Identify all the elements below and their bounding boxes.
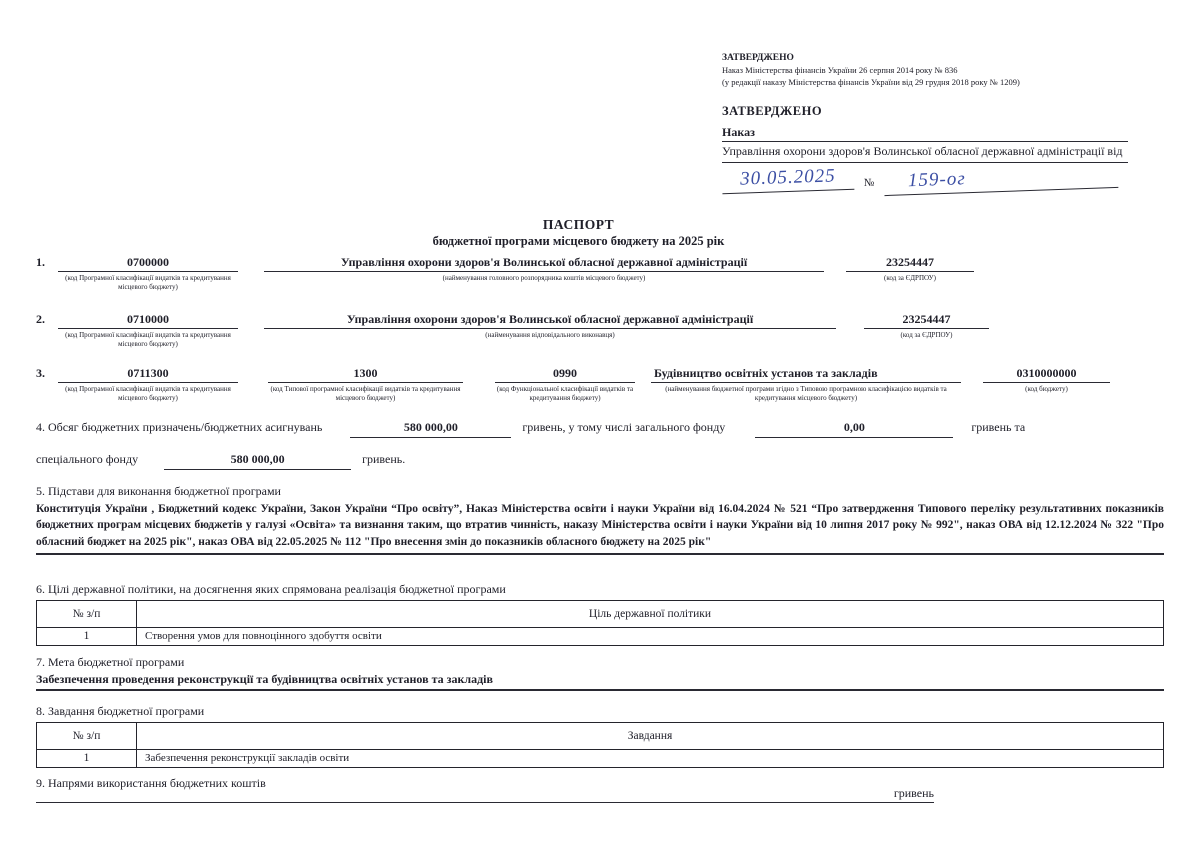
item-4-tail-text: гривень та <box>971 420 1026 434</box>
order-doc-type: Наказ <box>722 125 1128 142</box>
handwritten-order-number: 159-ог <box>884 163 1119 196</box>
item-3-number: 3. <box>36 366 45 380</box>
item-4-special-fund-amount: 580 000,00 <box>164 452 351 470</box>
section-7-program-goal-text: Забезпечення проведення реконструкції та будівництва освітніх установ та закладів <box>36 672 1164 691</box>
item-4-total-amount: 580 000,00 <box>350 420 511 438</box>
item-2-edrpou-code: 23254447 <box>864 312 989 329</box>
item-3-program-name-label: (найменування бюджетної програми згідно з Типовою програмною класифікацією видатків та кредитування місцевого бюджету) <box>665 385 947 403</box>
tasks-table-row-text: Забезпечення реконструкції закладів освіти <box>145 752 350 764</box>
item-4-allocations-line-1 <box>36 420 1166 438</box>
item-3-functional-code: 0990 <box>495 366 635 383</box>
item-2-responsible-executor <box>36 312 989 350</box>
item-3-budget-program <box>36 366 1110 404</box>
item-2-number: 2. <box>36 312 45 326</box>
section-8-heading: 8. Завдання бюджетної програми <box>36 704 205 718</box>
item-3-typical-program-code: 1300 <box>268 366 463 383</box>
item-3-typical-program-code-label: (код Типової програмної класифікації видатків та кредитування місцевого бюджету) <box>270 385 461 403</box>
goals-table-col1-header: № з/п <box>37 601 137 628</box>
section-5-heading: 5. Підстави для виконання бюджетної програми <box>36 484 281 498</box>
stamp-order-ref: Наказ Міністерства фінансів України 26 серпня 2014 року № 836 <box>722 65 958 76</box>
order-title: ЗАТВЕРДЖЕНО <box>722 104 823 118</box>
item-1-administrator-name-label: (найменування головного розпорядника коштів місцевого бюджету) <box>442 274 646 282</box>
approval-order-block <box>722 104 1128 192</box>
stamp-title: ЗАТВЕРДЖЕНО <box>722 53 794 63</box>
order-date-number-line <box>722 167 1128 192</box>
item-1-program-code-label: (код Програмної класифікації видатків та кредитування місцевого бюджету) <box>65 274 231 292</box>
item-1-number: 1. <box>36 255 45 269</box>
item-2-edrpou-label: (код за ЄДРПОУ) <box>900 331 953 339</box>
item-4-line2-lead-text: спеціального фонду <box>36 452 139 466</box>
goals-table-col2-header: Ціль державної політики <box>137 601 1163 628</box>
item-3-program-name: Будівництво освітніх установ та закладів <box>651 366 961 383</box>
item-3-budget-code-label: (код бюджету) <box>1025 385 1068 393</box>
tasks-table-col1-header: № з/п <box>37 723 137 750</box>
tasks-table-col2-header: Завдання <box>137 723 1163 750</box>
section-5-legal-basis-text: Конституція України , Бюджетний кодекс України, Закон України “Про освіту”, Наказ Міністерства освіти і науки України від 16.04.2024 № 521 “Про затвердження Типового переліку результативних показників бюджетних програм місцевих бюджетів у галузі «Освіта» та визнання таким, що втратив чинність, наказу Міністерства освіти і науки України від 10 липня 2017 року № 992", наказ ОВА від 12.12.2024 № 322 "Про обласний бюджет на 2025 рік", наказ ОВА від 22.05.2025 № 112 "Про внесення змін до показників обласного бюджету на 2025 рік" <box>36 501 1164 555</box>
item-2-program-code-label: (код Програмної класифікації видатків та кредитування місцевого бюджету) <box>65 331 231 349</box>
section-6-heading: 6. Цілі державної політики, на досягнення яких спрямована реалізація бюджетної програми <box>36 582 506 596</box>
item-4-general-fund-amount: 0,00 <box>755 420 953 438</box>
item-3-program-code-label: (код Програмної класифікації видатків та кредитування місцевого бюджету) <box>65 385 231 403</box>
order-issuer: Управління охорони здоров'я Волинської обласної державної адміністрації від <box>722 142 1128 163</box>
tasks-table-row-num: 1 <box>37 750 137 767</box>
item-4-allocations-line-2 <box>36 452 1166 470</box>
goals-table-row-text: Створення умов для повноцінного здобуття освіти <box>145 630 382 642</box>
item-1-administrator-name: Управління охорони здоров'я Волинської обласної державної адміністрації <box>264 255 824 272</box>
item-3-budget-code: 0310000000 <box>983 366 1110 383</box>
item-3-functional-code-label: (код Функціональної класифікації видатків та кредитування бюджету) <box>496 385 634 403</box>
item-4-lead-text: 4. Обсяг бюджетних призначень/бюджетних асигнувань <box>36 420 323 434</box>
stamp-order-edition: (у редакції наказу Міністерства фінансів України від 29 грудня 2018 року № 1209) <box>722 77 1020 88</box>
section-7-heading: 7. Мета бюджетної програми <box>36 655 185 669</box>
ministry-approval-stamp <box>722 52 1152 89</box>
item-2-executor-name-label: (найменування відповідального виконавця) <box>485 331 615 339</box>
section-8-tasks-table <box>36 722 1164 768</box>
item-2-program-code: 0710000 <box>58 312 238 329</box>
document-title: ПАСПОРТ <box>542 217 615 232</box>
item-3-program-code: 0711300 <box>58 366 238 383</box>
number-sign: № <box>863 177 875 190</box>
item-1-edrpou-label: (код за ЄДРПОУ) <box>884 274 936 282</box>
section-9-currency-unit: гривень <box>36 786 934 803</box>
document-subtitle: бюджетної програми місцевого бюджету на 2025 рік <box>432 234 725 248</box>
item-4-mid-text: гривень, у тому числі загального фонду <box>522 420 726 434</box>
section-6-goals-table <box>36 600 1164 646</box>
item-2-executor-name: Управління охорони здоров'я Волинської обласної державної адміністрації <box>264 312 836 329</box>
item-1-main-administrator <box>36 255 974 293</box>
item-1-program-code: 0700000 <box>58 255 238 272</box>
item-1-edrpou-code: 23254447 <box>846 255 974 272</box>
item-4-line2-tail-text: гривень. <box>362 452 406 466</box>
handwritten-date: 30.05.2025 <box>722 165 855 195</box>
section-9-heading: 9. Напрями використання бюджетних коштів <box>36 776 266 790</box>
goals-table-row-num: 1 <box>37 628 137 645</box>
